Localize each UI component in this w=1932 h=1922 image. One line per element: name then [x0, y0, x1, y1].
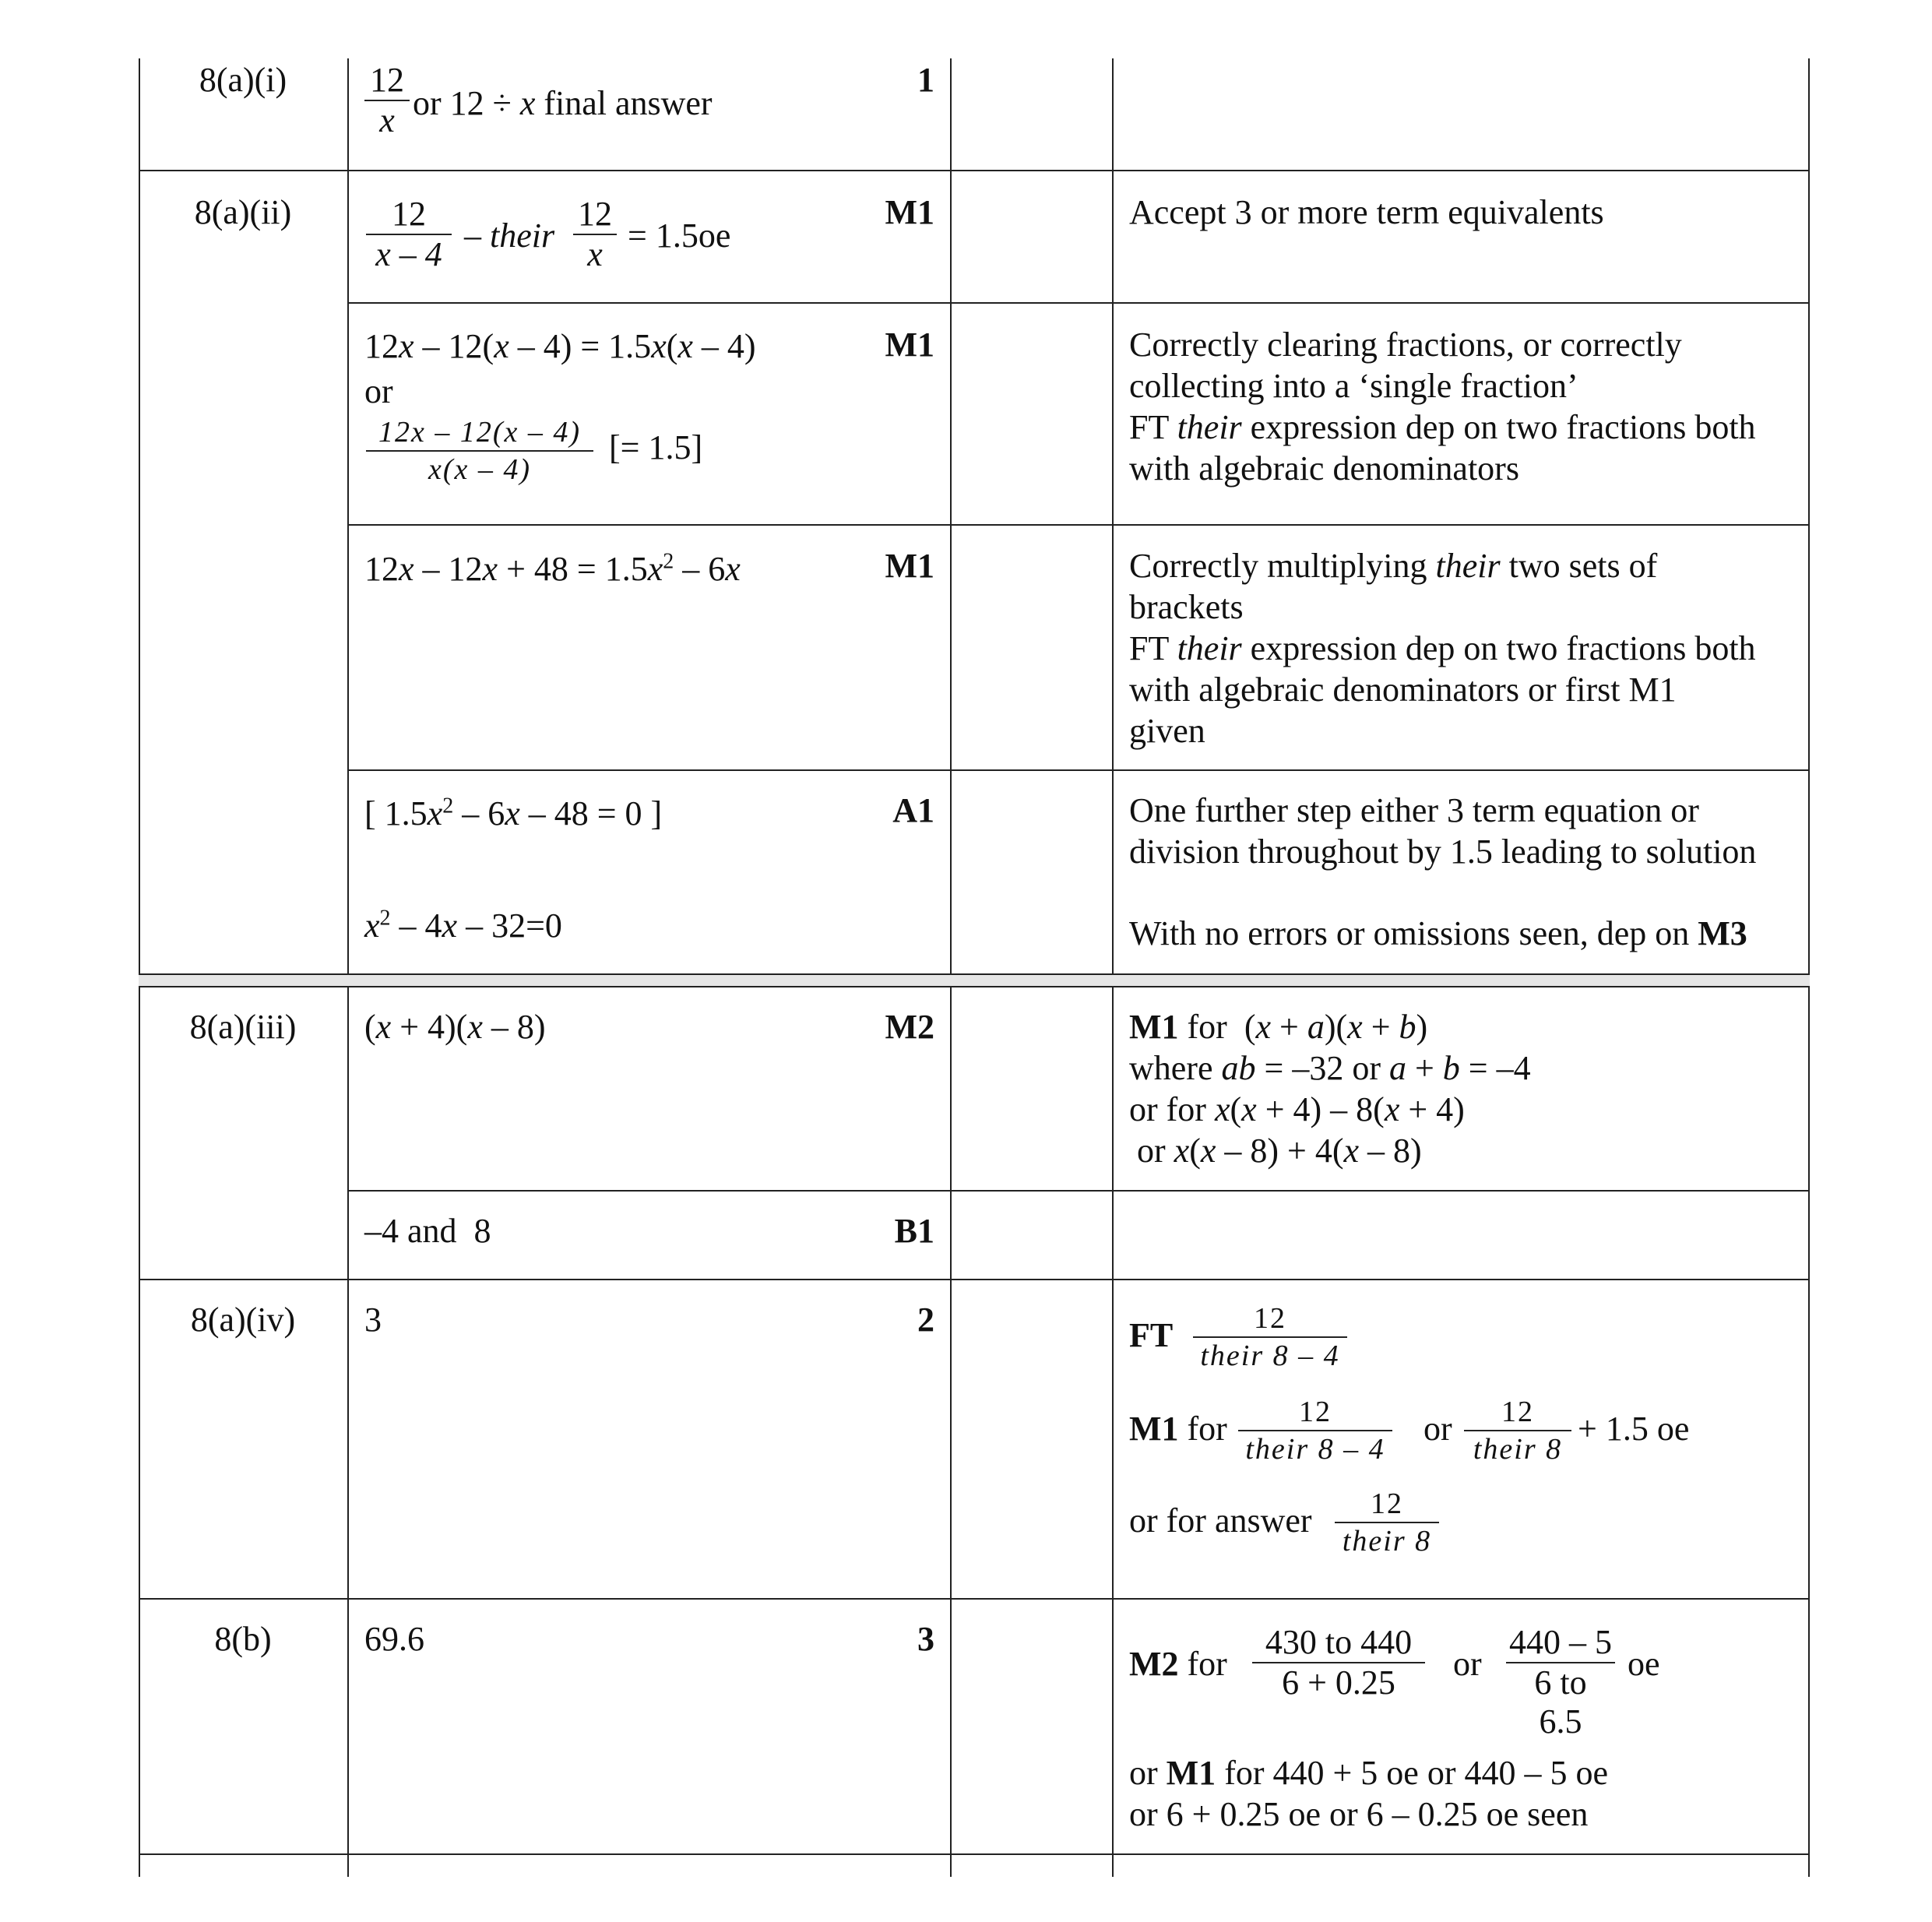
guidance-line: Correctly clearing fractions, or correctly: [1129, 326, 1682, 364]
answer-fraction: $\frac{12x - 12(x - 4)}{x(x - 4)}$: [366, 414, 593, 488]
answer-fraction: $\frac{12}{x}$: [573, 195, 617, 274]
answer-text: [= 1.5]: [609, 428, 703, 466]
guidance-text: or: [1453, 1645, 1482, 1683]
guidance-text: oe: [1628, 1645, 1660, 1683]
question-number: 8(a)(i): [199, 61, 287, 99]
mark: M1: [885, 547, 934, 585]
guidance-fraction: 12 their 8: [1464, 1394, 1571, 1467]
guidance-line: given: [1129, 712, 1205, 750]
grid-line: [347, 524, 1810, 526]
question-number: 8(a)(iii): [189, 1008, 297, 1046]
guidance-line: Correctly multiplying their two sets of: [1129, 547, 1658, 585]
guidance-text: or: [1423, 1410, 1452, 1448]
guidance-text: + 1.5 oe: [1578, 1410, 1690, 1448]
grid-line: [347, 302, 1810, 304]
mark: M1: [885, 326, 934, 364]
mark: 3: [917, 1620, 934, 1658]
grid-line: [347, 58, 349, 1877]
mark: B1: [894, 1212, 934, 1250]
guidance-line: with algebraic denominators or first M1: [1129, 671, 1677, 709]
answer-text: (x + 4)(x – 8): [364, 1008, 546, 1046]
guidance-label: FT: [1129, 1316, 1174, 1354]
grid-line: [139, 1279, 1810, 1280]
guidance-fraction: 12 their 8 – 4: [1238, 1394, 1392, 1467]
grid-line: [139, 170, 1810, 171]
guidance-line: with algebraic denominators: [1129, 449, 1519, 488]
guidance-line: or M1 for 440 + 5 oe or 440 – 5 oe: [1129, 1754, 1609, 1792]
grid-line: [139, 1598, 1810, 1600]
mark: M2: [885, 1008, 934, 1046]
mark: M1: [885, 193, 934, 231]
answer-fraction: $\frac{12}{x}$: [364, 61, 410, 140]
guidance-line: FT their expression dep on two fractions both: [1129, 629, 1756, 667]
question-number: 8(a)(ii): [194, 193, 292, 231]
answer-text: $12x - 12x + 48 = 1.5x^2 - 6x$: [364, 549, 741, 588]
grid-line: [139, 1853, 1810, 1855]
answer-text: or 12 ÷ x final answer: [413, 84, 713, 122]
answer-text: $x^2 - 4x - 32=0$: [364, 906, 562, 945]
answer-text: or: [364, 372, 393, 410]
answer-text: 69.6: [364, 1620, 424, 1658]
grid-line: [347, 1190, 1810, 1192]
grid-line: [139, 58, 140, 1877]
grid-line: [950, 58, 952, 1877]
guidance-line: or 6 + 0.25 oe or 6 – 0.25 oe seen: [1129, 1795, 1589, 1833]
guidance-line: Accept 3 or more term equivalents: [1129, 193, 1604, 231]
guidance-fraction: $\frac{440 - 5}{6 to 6.5}$: [1506, 1623, 1615, 1741]
grid-line: [347, 769, 1810, 771]
guidance-line: With no errors or omissions seen, dep on M3: [1129, 914, 1747, 952]
guidance-line: brackets: [1129, 588, 1244, 626]
guidance-line: or for answer: [1129, 1501, 1312, 1540]
grid-line: [139, 986, 1810, 987]
double-rule: [139, 975, 1810, 986]
mark: A1: [892, 791, 934, 829]
guidance-line: M1 for (x + a)(x + b): [1129, 1008, 1428, 1046]
guidance-line: or x(x – 8) + 4(x – 8): [1137, 1132, 1422, 1170]
grid-line: [1112, 58, 1114, 1877]
guidance-line: collecting into a ‘single fraction’: [1129, 367, 1578, 405]
guidance-fraction: $\frac{430 to 440}{6 + 0.25}$: [1252, 1623, 1425, 1702]
guidance-line: M2 for: [1129, 1645, 1227, 1683]
guidance-fraction: 12 their 8 – 4: [1193, 1301, 1347, 1374]
answer-text: [ $1.5x^2 - 6x - 48 = 0$ ]: [364, 794, 663, 833]
question-number: 8(b): [214, 1620, 272, 1658]
guidance-line: where ab = –32 or a + b = –4: [1129, 1049, 1531, 1087]
answer-text: 3: [364, 1301, 382, 1339]
guidance-line: or for x(x + 4) – 8(x + 4): [1129, 1090, 1465, 1128]
mark: 1: [917, 61, 934, 99]
answer-text: 12x – 12(x – 4) = 1.5x(x – 4): [364, 327, 756, 365]
question-number: 8(a)(iv): [190, 1301, 296, 1339]
guidance-line: FT their expression dep on two fractions both: [1129, 408, 1756, 446]
answer-text: = 1.5oe: [628, 216, 731, 255]
guidance-line: One further step either 3 term equation or: [1129, 791, 1699, 829]
answer-text: – their: [464, 216, 555, 255]
answer-text: –4 and 8: [364, 1212, 491, 1250]
grid-line: [1808, 58, 1810, 1877]
answer-fraction: $\frac{12}{x - 4}$: [366, 195, 452, 274]
guidance-line: division throughout by 1.5 leading to solution: [1129, 833, 1757, 871]
guidance-line: M1 for: [1129, 1410, 1227, 1448]
guidance-fraction: 12 their 8: [1335, 1486, 1439, 1559]
mark: 2: [917, 1301, 934, 1339]
